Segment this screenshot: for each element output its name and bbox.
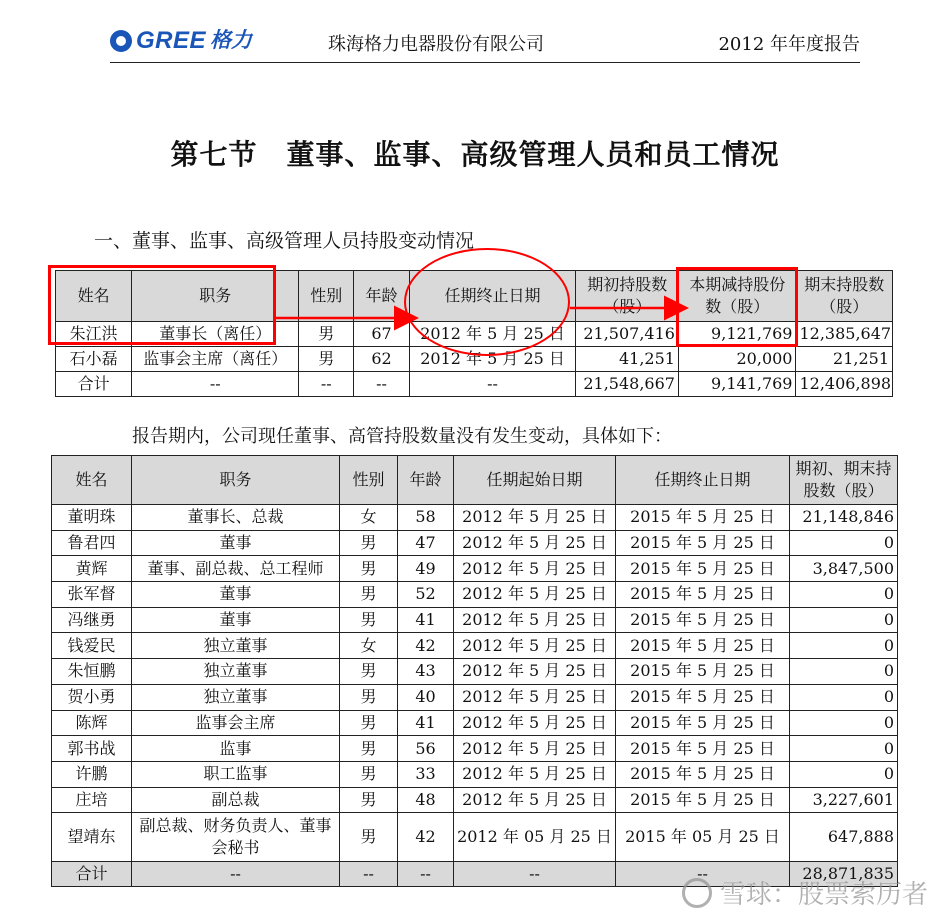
cell: 2012 年 5 月 25 日 xyxy=(454,530,616,556)
logo-text: GREE xyxy=(136,27,207,54)
table-row xyxy=(52,556,898,582)
watermark-text: 雪球：股票索历者 xyxy=(719,879,928,909)
cell: 0 xyxy=(790,736,898,762)
cell: 监事 xyxy=(132,736,340,762)
cell: 钱爱民 xyxy=(52,633,132,659)
cell: -- xyxy=(398,862,454,887)
cell: 男 xyxy=(340,761,398,787)
cell: 董事 xyxy=(132,582,340,608)
cell: 合计 xyxy=(52,862,132,887)
cell: 董明珠 xyxy=(52,505,132,531)
section-title: 第七节 董事、监事、高级管理人员和员工情况 xyxy=(170,138,780,171)
cell: 2015 年 05 月 25 日 xyxy=(616,813,790,862)
cell: 男 xyxy=(340,556,398,582)
cell: 49 xyxy=(398,556,454,582)
cell: 12,385,647 xyxy=(796,322,893,347)
cell: 28,871,835 xyxy=(790,862,898,887)
cell: 朱江洪 xyxy=(56,322,132,347)
cell: 2012 年 5 月 25 日 xyxy=(454,633,616,659)
cell: 41 xyxy=(398,607,454,633)
cell: 21,251 xyxy=(796,347,893,372)
cell: 2012 年 5 月 25 日 xyxy=(409,347,576,372)
cell: 2012 年 5 月 25 日 xyxy=(454,505,616,531)
cell: 0 xyxy=(790,659,898,685)
cell: 2015 年 5 月 25 日 xyxy=(616,736,790,762)
header-cell: 姓名 xyxy=(56,271,132,322)
cell: 0 xyxy=(790,761,898,787)
header-cell: 任期终止日期 xyxy=(409,271,576,322)
table-row xyxy=(52,710,898,736)
cell: 副总裁 xyxy=(132,787,340,813)
cell: 贺小勇 xyxy=(52,684,132,710)
cell: 陈辉 xyxy=(52,710,132,736)
cell: 女 xyxy=(340,505,398,531)
cell: 42 xyxy=(398,813,454,862)
cell: 2015 年 5 月 25 日 xyxy=(616,607,790,633)
cell: 独立董事 xyxy=(132,633,340,659)
cell: 冯继勇 xyxy=(52,607,132,633)
cell: 石小磊 xyxy=(56,347,132,372)
cell: 合计 xyxy=(56,372,132,397)
cell: 0 xyxy=(790,607,898,633)
cell: 男 xyxy=(340,530,398,556)
cell: 董事、副总裁、总工程师 xyxy=(132,556,340,582)
cell: 647,888 xyxy=(790,813,898,862)
cell: 12,406,898 xyxy=(796,372,893,397)
cell: 2012 年 5 月 25 日 xyxy=(454,556,616,582)
header-cell: 年龄 xyxy=(398,456,454,505)
cell: -- xyxy=(132,372,299,397)
snowball-icon xyxy=(682,878,712,908)
cell: 2015 年 5 月 25 日 xyxy=(616,633,790,659)
cell: 21,507,416 xyxy=(576,322,678,347)
table-row xyxy=(52,505,898,531)
cell: 0 xyxy=(790,633,898,659)
cell: 67 xyxy=(354,322,409,347)
header-cell: 职务 xyxy=(132,271,299,322)
cell: 2012 年 5 月 25 日 xyxy=(454,787,616,813)
cell: 40 xyxy=(398,684,454,710)
header-cell: 姓名 xyxy=(52,456,132,505)
table-row xyxy=(52,659,898,685)
cell: 男 xyxy=(340,659,398,685)
cell: 副总裁、财务负责人、董事会秘书 xyxy=(132,813,340,862)
cell: 2012 年 5 月 25 日 xyxy=(454,659,616,685)
cell: 女 xyxy=(340,633,398,659)
cell: 0 xyxy=(790,582,898,608)
cell: 2012 年 5 月 25 日 xyxy=(454,684,616,710)
subsection-title: 一、董事、监事、高级管理人员持股变动情况 xyxy=(94,230,475,252)
cell: 许鹏 xyxy=(52,761,132,787)
table-row xyxy=(52,761,898,787)
table-row xyxy=(52,607,898,633)
cell: 0 xyxy=(790,710,898,736)
header-cell: 期末持股数（股） xyxy=(796,271,893,322)
cell: 52 xyxy=(398,582,454,608)
table-row xyxy=(52,684,898,710)
cell: 9,121,769 xyxy=(678,322,796,347)
cell: 3,227,601 xyxy=(790,787,898,813)
cell: 2015 年 5 月 25 日 xyxy=(616,505,790,531)
cell: 9,141,769 xyxy=(678,372,796,397)
cell: 21,548,667 xyxy=(576,372,678,397)
cell: 董事 xyxy=(132,607,340,633)
cell: 董事长、总裁 xyxy=(132,505,340,531)
cell: -- xyxy=(340,862,398,887)
cell: -- xyxy=(354,372,409,397)
cell: 0 xyxy=(790,684,898,710)
cell: 男 xyxy=(299,322,354,347)
cell: 董事长（离任） xyxy=(132,322,299,347)
cell: 43 xyxy=(398,659,454,685)
cell: -- xyxy=(409,372,576,397)
header-cell: 期初、期末持股数（股） xyxy=(790,456,898,505)
logo-chinese-text: 格力 xyxy=(210,29,253,52)
cell: 郭书战 xyxy=(52,736,132,762)
cell: 2012 年 5 月 25 日 xyxy=(454,761,616,787)
cell: 62 xyxy=(354,347,409,372)
cell: 2012 年 05 月 25 日 xyxy=(454,813,616,862)
cell: 男 xyxy=(340,736,398,762)
cell: 黄辉 xyxy=(52,556,132,582)
cell: 2015 年 5 月 25 日 xyxy=(616,684,790,710)
cell: 男 xyxy=(340,710,398,736)
table-row xyxy=(52,530,898,556)
cell: 42 xyxy=(398,633,454,659)
cell: 48 xyxy=(398,787,454,813)
table-row xyxy=(52,736,898,762)
cell: 21,148,846 xyxy=(790,505,898,531)
cell: 庄培 xyxy=(52,787,132,813)
paragraph-text: 报告期内，公司现任董事、高管持股数量没有发生变动，具体如下： xyxy=(132,426,672,447)
cell: 41 xyxy=(398,710,454,736)
header-cell: 年龄 xyxy=(354,271,409,322)
cell: 监事会主席（离任） xyxy=(132,347,299,372)
cell: 2015 年 5 月 25 日 xyxy=(616,659,790,685)
cell: -- xyxy=(616,862,790,887)
cell: 41,251 xyxy=(576,347,678,372)
cell: 2015 年 5 月 25 日 xyxy=(616,556,790,582)
header-cell: 职务 xyxy=(132,456,340,505)
table-row xyxy=(52,787,898,813)
cell: 男 xyxy=(299,347,354,372)
cell: 独立董事 xyxy=(132,659,340,685)
cell: 男 xyxy=(340,684,398,710)
cell: 男 xyxy=(340,787,398,813)
cell: 2015 年 5 月 25 日 xyxy=(616,582,790,608)
report-title: 2012 年年度报告 xyxy=(718,34,860,55)
cell: -- xyxy=(132,862,340,887)
cell: 望靖东 xyxy=(52,813,132,862)
cell: 2012 年 5 月 25 日 xyxy=(409,322,576,347)
cell: 2012 年 5 月 25 日 xyxy=(454,582,616,608)
company-name: 珠海格力电器股份有限公司 xyxy=(328,34,544,55)
cell: 33 xyxy=(398,761,454,787)
table-row xyxy=(52,582,898,608)
cell: 男 xyxy=(340,607,398,633)
cell: 张军督 xyxy=(52,582,132,608)
cell: 2012 年 5 月 25 日 xyxy=(454,607,616,633)
cell: 0 xyxy=(790,530,898,556)
cell: 监事会主席 xyxy=(132,710,340,736)
current-holdings-table xyxy=(51,455,898,887)
cell: 鲁君四 xyxy=(52,530,132,556)
header-cell: 任期终止日期 xyxy=(616,456,790,505)
table-header-row xyxy=(52,456,898,505)
cell: 男 xyxy=(340,813,398,862)
cell: 2015 年 5 月 25 日 xyxy=(616,787,790,813)
cell: 2015 年 5 月 25 日 xyxy=(616,761,790,787)
cell: -- xyxy=(454,862,616,887)
header-cell: 任期起始日期 xyxy=(454,456,616,505)
cell: 2015 年 5 月 25 日 xyxy=(616,710,790,736)
cell: 47 xyxy=(398,530,454,556)
cell: 职工监事 xyxy=(132,761,340,787)
header-cell: 本期减持股份数（股） xyxy=(678,271,796,322)
cell: 2012 年 5 月 25 日 xyxy=(454,736,616,762)
cell: 56 xyxy=(398,736,454,762)
header-cell: 性别 xyxy=(340,456,398,505)
cell: 2015 年 5 月 25 日 xyxy=(616,530,790,556)
cell: 董事 xyxy=(132,530,340,556)
header-cell: 性别 xyxy=(299,271,354,322)
cell: 3,847,500 xyxy=(790,556,898,582)
cell: 58 xyxy=(398,505,454,531)
cell: 2012 年 5 月 25 日 xyxy=(454,710,616,736)
cell: 男 xyxy=(340,582,398,608)
table-row xyxy=(52,813,898,862)
cell: 独立董事 xyxy=(132,684,340,710)
cell: -- xyxy=(299,372,354,397)
header-cell: 期初持股数（股） xyxy=(576,271,678,322)
watermark xyxy=(682,874,928,911)
table-row xyxy=(52,633,898,659)
cell: 20,000 xyxy=(678,347,796,372)
cell: 朱恒鹏 xyxy=(52,659,132,685)
